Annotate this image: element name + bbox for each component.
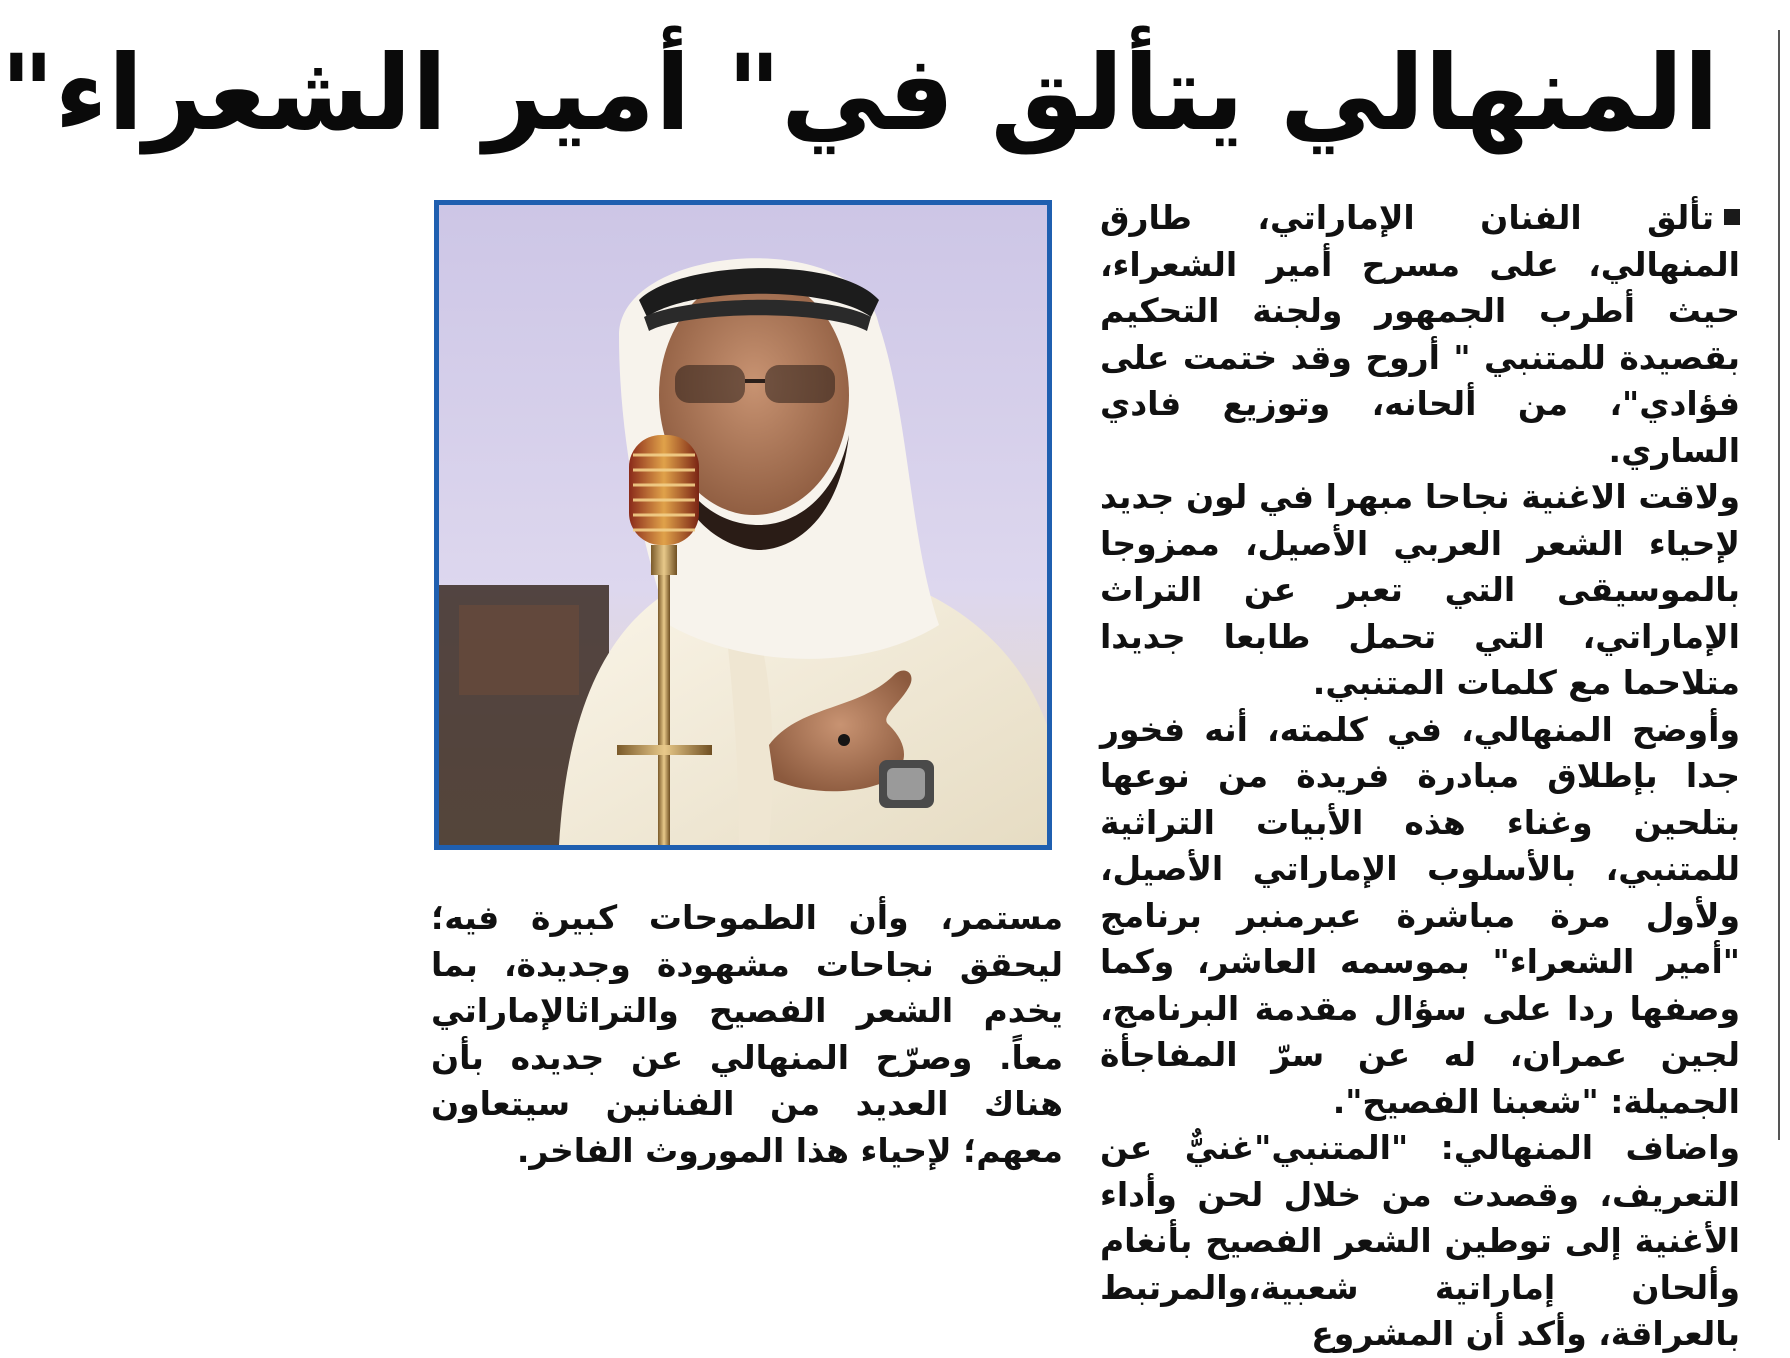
headline: المنهالي يتألق في" أمير الشعراء"	[0, 32, 1719, 154]
paragraph-5: مستمر، وأن الطموحات كبيرة فيه؛ ليحقق نجاحات مشهودة وجديدة، بما يخدم الشعر الفصيح والتراثالإماراتي معاً. وصرّح المنهالي عن جديده بأن هناك العديد من الفنانين سيتعاون معهم؛ لإحياء هذا الموروث الفاخر.	[431, 898, 1063, 1170]
article-body-right-column	[1100, 195, 1740, 1353]
paragraph-2: ولاقت الاغنية نجاحا مبهرا في لون جديد لإحياء الشعر العربي الأصيل، ممزوجا بالموسيقى التي تعبر عن التراث الإماراتي، التي تحمل طابعا جديدا متلاحما مع كلمات المتنبي.	[1100, 477, 1740, 702]
paragraph-1	[1100, 195, 1740, 474]
article-photo	[434, 200, 1052, 850]
paragraph-1-text: تألق الفنان الإماراتي، طارق المنهالي، على مسرح أمير الشعراء، حيث أطرب الجمهور ولجنة التحكيم بقصيدة للمتنبي " أروح وقد ختمت على فؤادي"، من ألحانه، وتوزيع فادي الساري.	[1100, 198, 1740, 470]
article-body-left-column	[431, 895, 1063, 1170]
paragraph-4: واضاف المنهالي: "المتنبي"غنيٌّ عن التعريف، وقصدت من خلال لحن وأداء الأغنية إلى توطين الشعر الفصيح بأنغام وألحان إماراتية شعبية،والمرتبط بالعراقة، وأكد أن المشروع	[1100, 1128, 1740, 1353]
paragraph-3: وأوضح المنهالي، في كلمته، أنه فخور جدا بإطلاق مبادرة فريدة من نوعها بتلحين وغناء هذه الأبيات التراثية للمتنبي، بالأسلوب الإماراتي الأصيل، ولأول مرة مباشرة عبرمنبر برنامج "أمير الشعراء" بموسمه العاشر، وكما وصفها ردا على سؤال مقدمة البرنامج، لجين عمران، له عن سرّ المفاجأة الجميلة: "شعبنا الفصيح".	[1100, 709, 1740, 1121]
singer-with-microphone-photo	[439, 205, 1047, 845]
column-rule	[1778, 30, 1780, 1140]
square-bullet-icon	[1724, 209, 1740, 225]
